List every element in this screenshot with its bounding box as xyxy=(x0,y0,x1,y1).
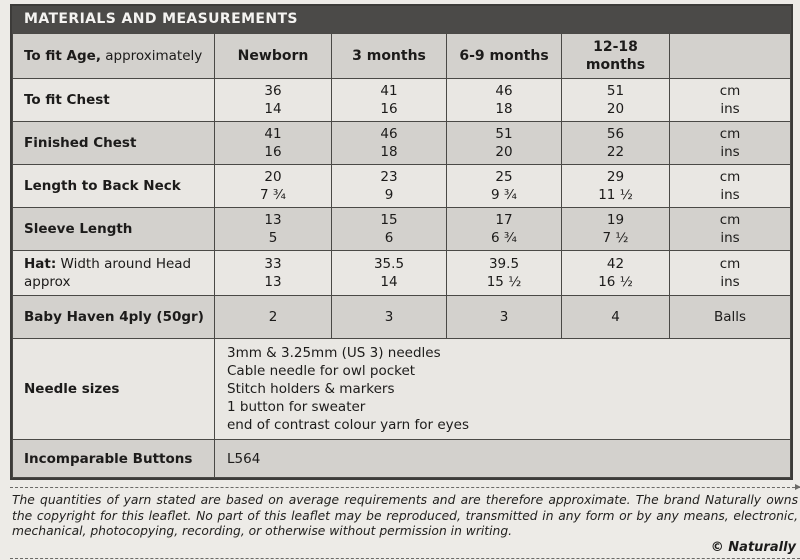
table-row-buttons xyxy=(13,440,791,478)
value-cm: 15 xyxy=(380,212,398,228)
header-label-bold: To fit Age, xyxy=(24,48,101,64)
value-cm: 35.5 xyxy=(373,256,405,272)
unit-cell xyxy=(670,165,791,208)
measurement-cell xyxy=(332,79,447,122)
row-label-bold: Hat: xyxy=(24,256,57,272)
value-cm: 36 xyxy=(264,83,282,99)
measurement-cell xyxy=(332,122,447,165)
row-label: Sleeve Length xyxy=(24,221,133,237)
measurement-cell xyxy=(447,79,562,122)
measurement-cell xyxy=(215,165,332,208)
value-cm: 33 xyxy=(264,256,282,272)
measurement-cell xyxy=(562,165,670,208)
button-code-cell: L564 xyxy=(215,440,791,478)
measurement-cell xyxy=(332,165,447,208)
measurement-cell xyxy=(447,296,562,339)
value-cm: 29 xyxy=(606,169,625,185)
value-balls: 3 xyxy=(384,309,394,325)
value-ins: 14 xyxy=(380,274,398,290)
row-label: To fit Chest xyxy=(24,92,110,108)
row-label-cell xyxy=(13,165,215,208)
table-row-length-to-back-neck xyxy=(13,165,791,208)
row-label-rest: Width around Head approx xyxy=(24,256,192,290)
value-cm: 20 xyxy=(264,169,282,185)
needle-info-line: 1 button for sweater xyxy=(227,399,366,415)
measurement-cell xyxy=(562,79,670,122)
value-cm: 42 xyxy=(606,256,625,272)
value-ins: 13 xyxy=(264,274,282,290)
measurement-cell xyxy=(332,208,447,251)
value-cm: 23 xyxy=(380,169,398,185)
table-row-yarn-quantity xyxy=(13,296,791,339)
value-ins: 16 xyxy=(264,144,282,160)
measurement-cell xyxy=(215,208,332,251)
table-header-row xyxy=(13,34,791,79)
measurement-cell xyxy=(215,122,332,165)
value-cm: 25 xyxy=(495,169,513,185)
measurement-cell xyxy=(447,165,562,208)
row-label-cell xyxy=(13,79,215,122)
value-ins: 11 ½ xyxy=(598,187,633,203)
value-ins: 15 ½ xyxy=(486,274,522,290)
row-label: Incomparable Buttons xyxy=(24,450,193,467)
value-ins: 16 ½ xyxy=(598,274,633,290)
size-column-12-18-months: 12-18 months xyxy=(562,34,670,79)
unit-ins: ins xyxy=(720,144,740,160)
measurement-cell xyxy=(332,251,447,296)
measurements-table xyxy=(12,33,791,478)
unit-cell xyxy=(670,296,791,339)
unit-ins: ins xyxy=(720,274,740,290)
measurement-cell xyxy=(215,296,332,339)
value-cm: 56 xyxy=(606,126,625,142)
value-ins: 18 xyxy=(380,144,398,160)
measurement-cell xyxy=(447,251,562,296)
table-row-needle-sizes xyxy=(13,339,791,440)
value-balls: 3 xyxy=(499,309,509,325)
unit-column-header xyxy=(670,34,791,79)
needle-info-line: end of contrast colour yarn for eyes xyxy=(227,417,469,433)
measurement-cell xyxy=(215,251,332,296)
value-balls: 2 xyxy=(268,309,278,325)
unit-cell xyxy=(670,208,791,251)
value-cm: 46 xyxy=(495,83,513,99)
header-label-rest: approximately xyxy=(100,48,203,64)
row-label-cell xyxy=(13,208,215,251)
value-ins: 14 xyxy=(264,101,282,117)
needle-info-line: 3mm & 3.25mm (US 3) needles xyxy=(227,345,441,361)
value-ins: 20 xyxy=(495,144,513,160)
value-cm: 51 xyxy=(606,83,625,99)
table-row-to-fit-chest xyxy=(13,79,791,122)
value-ins: 18 xyxy=(495,101,513,117)
row-label-cell xyxy=(13,296,215,339)
row-label-cell xyxy=(13,251,215,296)
table-row-sleeve-length xyxy=(13,208,791,251)
value-cm: 39.5 xyxy=(488,256,520,272)
row-label-cell xyxy=(13,440,215,478)
row-label: Length to Back Neck xyxy=(24,178,181,194)
value-ins: 7 ¾ xyxy=(260,187,286,203)
section-title-bar xyxy=(12,6,791,33)
unit-ins: ins xyxy=(720,101,740,117)
unit-balls: Balls xyxy=(713,309,747,325)
row-label-cell xyxy=(13,339,215,440)
size-column-3-months: 3 months xyxy=(332,34,447,79)
divider-dashed-top xyxy=(10,487,800,489)
value-ins: 7 ½ xyxy=(602,230,629,246)
measurement-cell xyxy=(215,79,332,122)
measurement-cell xyxy=(562,251,670,296)
measurement-cell xyxy=(447,208,562,251)
materials-measurements-panel xyxy=(10,4,793,480)
size-column-newborn: Newborn xyxy=(215,34,332,79)
row-label: Needle sizes xyxy=(24,381,120,397)
header-label-cell xyxy=(13,34,215,79)
measurement-cell xyxy=(562,122,670,165)
table-row-hat-width xyxy=(13,251,791,296)
copyright-notice: © Naturally xyxy=(710,539,796,555)
legal-footer xyxy=(10,480,800,560)
divider-dashed-bottom xyxy=(10,558,800,560)
unit-cell xyxy=(670,251,791,296)
measurement-cell xyxy=(562,208,670,251)
value-cm: 13 xyxy=(264,212,282,228)
value-ins: 22 xyxy=(606,144,625,160)
measurement-cell xyxy=(332,296,447,339)
unit-ins: ins xyxy=(720,187,740,203)
section-title: MATERIALS AND MEASUREMENTS xyxy=(24,11,298,27)
value-ins: 9 ¾ xyxy=(491,187,517,203)
value-ins: 20 xyxy=(606,101,625,117)
value-ins: 16 xyxy=(380,101,398,117)
value-ins: 6 ¾ xyxy=(491,230,517,246)
unit-cm: cm xyxy=(719,126,741,142)
table-row-finished-chest xyxy=(13,122,791,165)
value-cm: 19 xyxy=(606,212,625,228)
value-cm: 17 xyxy=(495,212,513,228)
unit-cm: cm xyxy=(719,256,741,272)
row-label: Finished Chest xyxy=(24,135,137,151)
legal-text: The quantities of yarn stated are based on average requirements and are therefore approximate. The brand Naturally owns the copyright for this leaflet. No part of this leaflet may be reproduced, transmitted in any form or by any means, electronic, mechanical, photocopying, recording, or otherwise without permission in writing. xyxy=(12,493,798,538)
value-ins: 5 xyxy=(268,230,278,246)
unit-cm: cm xyxy=(719,83,741,99)
row-label-cell xyxy=(13,122,215,165)
needle-info-line: Stitch holders & markers xyxy=(227,381,395,397)
value-ins: 6 xyxy=(384,230,394,246)
unit-ins: ins xyxy=(720,230,740,246)
value-cm: 46 xyxy=(380,126,398,142)
measurement-cell xyxy=(447,122,562,165)
needle-info-line: Cable needle for owl pocket xyxy=(227,363,416,379)
value-ins: 9 xyxy=(384,187,394,203)
unit-cm: cm xyxy=(719,169,741,185)
value-cm: 41 xyxy=(264,126,282,142)
needle-info-cell xyxy=(215,339,791,440)
value-cm: 41 xyxy=(380,83,398,99)
size-column-6-9-months: 6-9 months xyxy=(447,34,562,79)
unit-cm: cm xyxy=(719,212,741,228)
value-cm: 51 xyxy=(495,126,513,142)
unit-cell xyxy=(670,79,791,122)
unit-cell xyxy=(670,122,791,165)
row-label: Baby Haven 4ply (50gr) xyxy=(24,309,204,325)
measurement-cell xyxy=(562,296,670,339)
value-balls: 4 xyxy=(611,309,620,325)
